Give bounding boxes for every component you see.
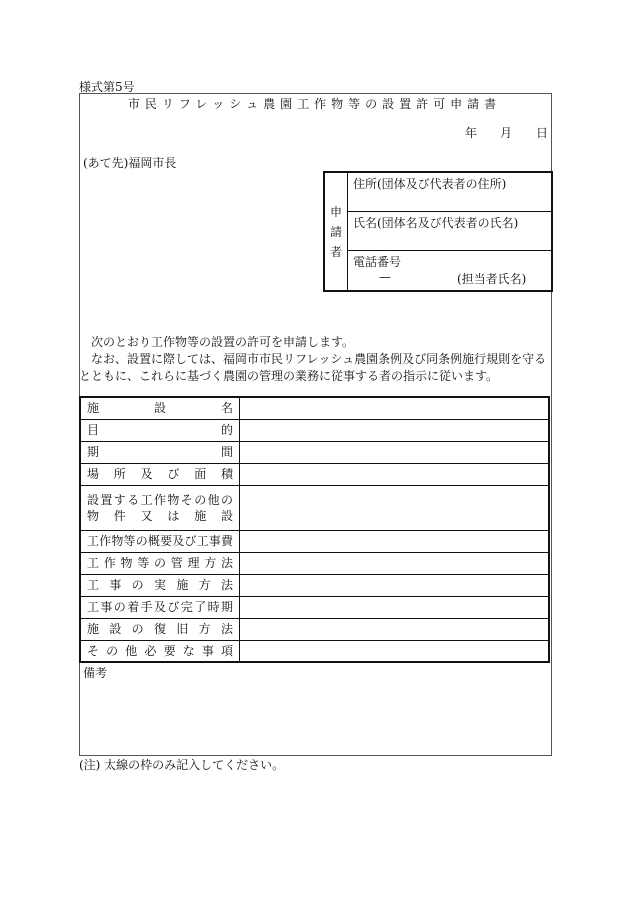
table-row [80, 463, 549, 485]
row-value-field[interactable] [240, 530, 550, 552]
body-line-3: とともに、これらに基づく農園の管理の業務に従事する者の指示に従います。 [79, 369, 499, 383]
row-value-field[interactable] [240, 552, 550, 574]
note: (注) 太線の枠のみ記入してください。 [79, 758, 285, 772]
row-value-field[interactable] [240, 485, 550, 530]
date-day[interactable]: 日 [536, 126, 549, 140]
name-label: 氏名(団体名及び代表者の氏名) [353, 216, 519, 230]
row-label [80, 618, 240, 640]
row-value-field[interactable] [240, 463, 550, 485]
row-label-text: 期間 [87, 445, 233, 459]
table-row [80, 574, 549, 596]
table-row [80, 441, 549, 463]
table-row [80, 618, 549, 640]
row-label-text: 工作物等の管理方法 [87, 556, 233, 570]
applicant-label [325, 173, 348, 290]
date-month[interactable]: 月 [500, 126, 513, 140]
body-line-2: なお、設置に際しては、福岡市市民リフレッシュ農園条例及び同条例施行規則を守る [91, 352, 547, 366]
table-row [80, 485, 549, 530]
row-label [80, 596, 240, 618]
applicant-label-char: 申 [329, 204, 342, 219]
table-row [80, 419, 549, 441]
row-label [80, 419, 240, 441]
table-row [80, 530, 549, 552]
row-label-text: 目的 [87, 423, 233, 437]
row-label-text: 工事の着手及び完了時期 [87, 600, 233, 614]
form-title: 市民リフレッシュ農園工作物等の設置許可申請書 [127, 97, 502, 111]
application-table [79, 396, 550, 663]
body-line-1: 次のとおり工作物等の設置の許可を申請します。 [91, 335, 355, 349]
row-label [80, 574, 240, 596]
row-label-text: 設置する工作物その他の [87, 492, 233, 507]
row-label-text: 工事の実施方法 [87, 578, 233, 592]
row-label-text: 物件又は施設 [87, 508, 233, 523]
table-row [80, 596, 549, 618]
row-value-field[interactable] [240, 640, 550, 662]
row-value-field[interactable] [240, 419, 550, 441]
row-label [80, 530, 240, 552]
row-label-text: 場所及び面積 [87, 467, 233, 481]
row-value-field[interactable] [240, 397, 550, 419]
applicant-box [323, 171, 553, 292]
row-label [80, 463, 240, 485]
row-label [80, 441, 240, 463]
row-label [80, 397, 240, 419]
row-value-field[interactable] [240, 596, 550, 618]
row-value-field[interactable] [240, 618, 550, 640]
table-row [80, 552, 549, 574]
row-label [80, 640, 240, 662]
row-label [80, 552, 240, 574]
phone-label: 電話番号 [353, 255, 402, 269]
table-row [80, 397, 549, 419]
applicant-address-field[interactable] [348, 173, 551, 212]
phone-dash: — [379, 270, 391, 284]
applicant-label-char: 者 [329, 244, 342, 259]
form-number: 様式第5号 [79, 80, 135, 94]
row-label-text: 施設の復旧方法 [87, 622, 233, 636]
row-value-field[interactable] [240, 441, 550, 463]
row-label [80, 485, 240, 530]
row-label-text: 施設名 [87, 401, 233, 416]
address-label: 住所(団体及び代表者の住所) [353, 177, 507, 191]
table-row [80, 640, 549, 662]
addressee: (あて先)福岡市長 [83, 156, 177, 170]
contact-label: (担当者氏名) [457, 272, 527, 286]
applicant-name-field[interactable] [348, 212, 551, 251]
row-label-text: 工作物等の概要及び工事費 [87, 534, 233, 548]
applicant-label-char: 請 [329, 224, 342, 239]
remarks-label: 備考 [83, 666, 108, 680]
date-year[interactable]: 年 [465, 126, 478, 140]
row-value-field[interactable] [240, 574, 550, 596]
applicant-phone-field[interactable] [348, 251, 551, 290]
row-label-text: その他必要な事項 [87, 643, 233, 658]
